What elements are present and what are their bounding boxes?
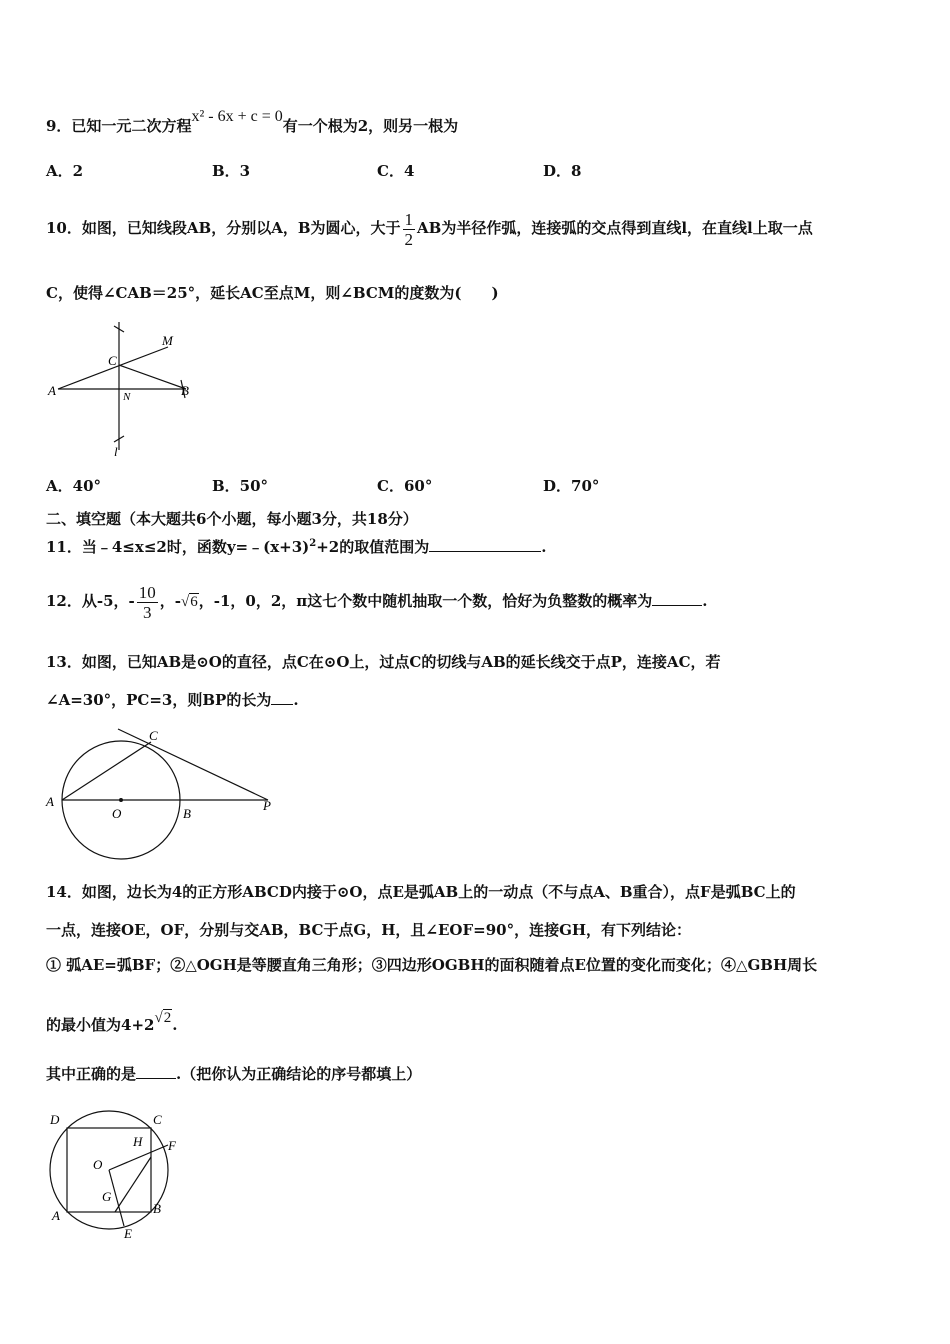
q10-line1	[46, 204, 813, 252]
q10-option-c: C．60°	[377, 477, 433, 495]
q11-stem	[46, 534, 546, 557]
q14-label-c: C	[153, 1112, 162, 1127]
q12-stem	[46, 575, 708, 628]
q13-line2	[46, 690, 299, 710]
q10-frac-den: 2	[404, 229, 414, 249]
q14-line5-suffix: .（把你认为正确结论的序号都填上）	[176, 1065, 422, 1083]
q10-label-l: l	[114, 444, 118, 459]
q10-line2: C，使得∠CAB＝25°，延长AC至点M，则∠BCM的度数为( )	[46, 284, 499, 302]
q14-line5-prefix: 其中正确的是	[46, 1065, 137, 1083]
q13-label-b: B	[183, 806, 191, 821]
q11-sup: 2	[309, 538, 317, 549]
q14-label-h: H	[133, 1134, 143, 1149]
q12-prefix: 12．从-5，-	[46, 592, 135, 610]
q12-answer-blank[interactable]	[652, 605, 702, 606]
q12-fraction	[137, 583, 158, 622]
q14-line4-end: .	[172, 1016, 178, 1034]
q9-suffix: 有一个根为2，则另一根为	[282, 117, 459, 135]
q13-answer-blank[interactable]	[271, 704, 293, 705]
q14-sqrt: √2	[154, 1010, 172, 1026]
q10-frac-num: 1	[404, 209, 414, 229]
q14-label-g: G	[102, 1189, 112, 1204]
q12-end: .	[702, 592, 708, 610]
q9-option-c: C．4	[377, 162, 415, 180]
q9-option-b: B．3	[212, 162, 251, 180]
q13-figure	[40, 724, 290, 866]
q11-text-a: 11．当﹣4≤x≤2时，函数y=﹣(x+3)	[46, 538, 310, 556]
q10-label-m: M	[162, 333, 173, 348]
q14-label-a: A	[52, 1208, 60, 1223]
q14-line4	[46, 1008, 177, 1043]
q14-label-f: F	[168, 1138, 176, 1153]
q14-label-e: E	[124, 1226, 132, 1240]
q12-sqrt: √6	[181, 594, 198, 610]
q14-label-o: O	[93, 1157, 103, 1172]
q14-answer-blank[interactable]	[136, 1078, 176, 1079]
q13-segment-ac	[62, 742, 151, 800]
q14-sqrt-rad: 2	[163, 1010, 172, 1026]
q14-figure	[42, 1100, 192, 1240]
q14-label-b: B	[153, 1201, 161, 1216]
q9-option-a: A．2	[46, 162, 84, 180]
q14-line3: ① 弧AE=弧BF；②△OGH是等腰直角三角形；③四边形OGBH的面积随着点E位置的变化而变化；④△GBH周长	[46, 956, 818, 974]
q10-figure	[44, 318, 204, 460]
q12-mid1: ，-	[159, 592, 181, 610]
q11-text-b: +2的取值范围为	[316, 538, 430, 556]
q13-line1: 13．如图，已知AB是⊙O的直径，点C在⊙O上，过点C的切线与AB的延长线交于点P，连接AC，若	[46, 653, 721, 671]
q10-segment-cb	[119, 365, 186, 389]
q9-stem	[46, 108, 459, 137]
q12-frac-den: 3	[143, 602, 152, 622]
q12-frac-num: 10	[138, 582, 156, 602]
q14-label-d: D	[50, 1112, 60, 1127]
q14-line5	[46, 1064, 421, 1084]
q10-option-d: D．70°	[543, 477, 600, 495]
q13-label-a: A	[46, 794, 54, 809]
q11-end: .	[541, 538, 547, 556]
q13-tangent-cp	[118, 729, 268, 800]
q10-option-b: B．50°	[212, 477, 269, 495]
q10-option-a: A．40°	[46, 477, 102, 495]
q10-line1-suffix: AB为半径作弧，连接弧的交点得到直线l，在直线l上取一点	[417, 219, 813, 237]
q10-label-c: C	[108, 353, 117, 368]
q13-label-c: C	[149, 728, 158, 743]
q14-line1: 14．如图，边长为4的正方形ABCD内接于⊙O，点E是弧AB上的一动点（不与点A、B重合），点F是弧BC上的	[46, 883, 796, 901]
q12-sqrt-rad: 6	[190, 594, 198, 610]
q13-line2-prefix: ∠A=30°，PC=3，则BP的长为	[46, 691, 272, 709]
q10-label-a: A	[48, 383, 56, 398]
q13-label-o: O	[112, 806, 122, 821]
q10-fraction	[403, 210, 416, 249]
q9-prefix: 9．已知一元二次方程	[46, 117, 192, 135]
q10-label-n: N	[123, 391, 131, 403]
q14-line2: 一点，连接OE，OF，分别与交AB，BC于点G，H，且∠EOF=90°，连接GH，有下列结论：	[46, 921, 692, 939]
q13-label-p: P	[263, 798, 271, 813]
q13-end: .	[293, 691, 299, 709]
section2-heading: 二、填空题（本大题共6个小题，每小题3分，共18分）	[46, 510, 418, 528]
q11-answer-blank[interactable]	[429, 551, 541, 552]
q9-option-d: D．8	[543, 162, 582, 180]
q12-suffix: ，-1，0，2，π这七个数中随机抽取一个数，恰好为负整数的概率为	[198, 592, 653, 610]
q13-center-dot	[119, 798, 123, 802]
q14-line4-prefix: 的最小值为4+2	[46, 1016, 155, 1034]
q9-equation: x² - 6x + c = 0	[191, 108, 283, 125]
q10-line1-prefix: 10．如图，已知线段AB，分别以A，B为圆心，大于	[46, 219, 401, 237]
q10-label-b: B	[181, 383, 189, 398]
